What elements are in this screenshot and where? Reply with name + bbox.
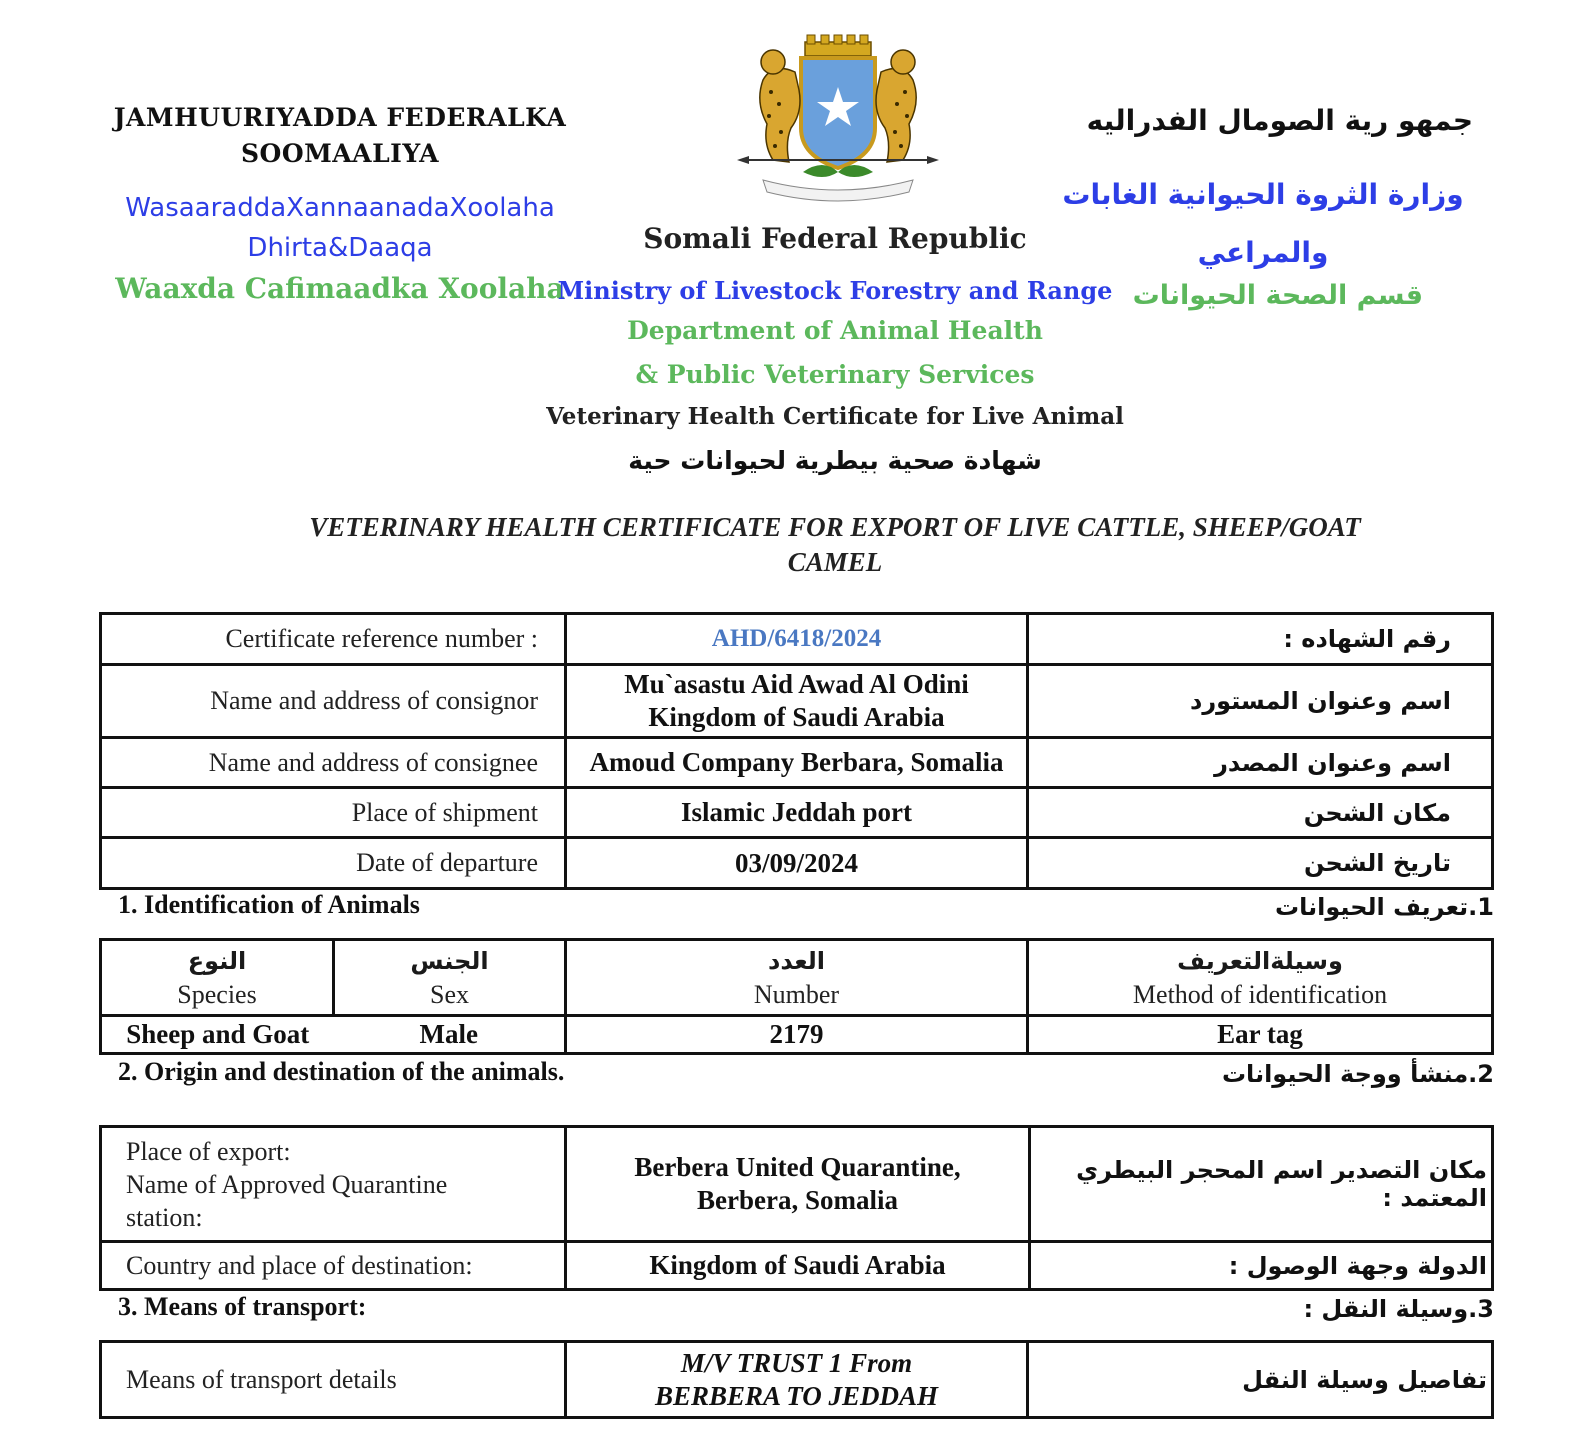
export-place-label-line3: station: [126, 1202, 203, 1232]
species-header-arabic: النوع [187, 946, 247, 975]
english-ministry: Ministry of Livestock Forestry and Range [557, 276, 1113, 305]
transport-value-line2: BERBERA TO JEDDAH [654, 1380, 939, 1411]
somali-department: Waaxda Cafimaadka Xoolaha [115, 272, 565, 305]
sex-header [334, 940, 566, 1016]
consignor-value [566, 665, 1028, 738]
arabic-certificate-title: شهادة صحية بيطرية لحيوانات حية [628, 446, 1042, 475]
section2-title-arabic: 2.منشأ ووجة الحيوانات [1221, 1060, 1494, 1088]
transport-value-line1: M/V TRUST 1 From [680, 1347, 913, 1378]
table-row [101, 738, 1493, 788]
shipment-place-label: Place of shipment [101, 788, 566, 838]
somali-title-line1: JAMHUURIYADDA FEDERALKA [113, 103, 567, 132]
table-header-row [101, 940, 1493, 1016]
somali-ministry-line1: WasaaraddaXannaanadaXoolaha [125, 193, 555, 223]
english-department-line2: & Public Veterinary Services [635, 360, 1035, 389]
table-row [101, 788, 1493, 838]
main-title [170, 510, 1500, 580]
departure-date-label: Date of departure [101, 838, 566, 889]
sex-header-arabic: الجنس [410, 946, 489, 975]
species-value: Sheep and Goat [101, 1016, 334, 1054]
method-value: Ear tag [1028, 1016, 1493, 1054]
arabic-ministry-line1: وزارة الثروة الحيوانية الغابات [1062, 178, 1464, 211]
arabic-department: قسم الصحة الحيوانات [1132, 280, 1423, 311]
departure-date-arabic: تاريخ الشحن [1028, 838, 1493, 889]
sex-header-english: Sex [430, 979, 469, 1009]
table-row [101, 1016, 1493, 1054]
section1-title: 1. Identification of Animals [118, 890, 420, 919]
origin-table [99, 1125, 1494, 1291]
reference-label: Certificate reference number : [101, 614, 566, 665]
species-header-english: Species [177, 979, 257, 1009]
shipment-place-value: Islamic Jeddah port [566, 788, 1028, 838]
english-department-line1: Department of Animal Health [627, 316, 1043, 345]
table-row [101, 1342, 1493, 1418]
export-place-arabic: مكان التصدير اسم المحجر البيطري المعتمد : [1030, 1127, 1493, 1242]
section3-title: 3. Means of transport: [118, 1292, 367, 1321]
section3-title-arabic: 3.وسيلة النقل : [1303, 1295, 1494, 1323]
consignee-label: Name and address of consignee [101, 738, 566, 788]
number-header-arabic: العدد [768, 946, 825, 975]
main-title-line1: VETERINARY HEALTH CERTIFICATE FOR EXPORT OF LIVE CATTLE, SHEEP/GOAT [309, 512, 1361, 542]
english-republic: Somali Federal Republic [643, 222, 1027, 255]
destination-value: Kingdom of Saudi Arabia [566, 1242, 1030, 1290]
transport-table [99, 1340, 1494, 1419]
departure-date-value: 03/09/2024 [566, 838, 1028, 889]
number-value: 2179 [566, 1016, 1028, 1054]
destination-arabic: الدولة وجهة الوصول : [1030, 1242, 1493, 1290]
consignee-arabic: اسم وعنوان المصدر [1028, 738, 1493, 788]
animals-table [99, 938, 1494, 1055]
consignor-label: Name and address of consignor [101, 665, 566, 738]
section2-title: 2. Origin and destination of the animals. [118, 1057, 565, 1086]
consignor-arabic: اسم وعنوان المستورد [1028, 665, 1493, 738]
consignor-value-line2: Kingdom of Saudi Arabia [648, 702, 945, 732]
sex-value: Male [334, 1016, 566, 1054]
species-header [101, 940, 334, 1016]
table-row [101, 665, 1493, 738]
transport-label: Means of transport details [101, 1342, 566, 1418]
method-header-arabic: وسيلةالتعريف [1177, 946, 1343, 975]
method-header-english: Method of identification [1132, 979, 1388, 1009]
transport-arabic: تفاصيل وسيلة النقل [1028, 1342, 1493, 1418]
somali-republic-title [60, 100, 620, 172]
export-place-label-line1: Place of export: [126, 1136, 291, 1166]
destination-label: Country and place of destination: [101, 1242, 566, 1290]
somali-ministry-line2: Dhirta&Daaqa [247, 233, 433, 263]
somalia-coat-of-arms-icon [733, 32, 943, 202]
export-place-value [566, 1127, 1030, 1242]
consignee-value: Amoud Company Berbara, Somalia [566, 738, 1028, 788]
export-place-value-line2: Berbera, Somalia [697, 1185, 898, 1215]
reference-value: AHD/6418/2024 [566, 614, 1028, 665]
arabic-ministry-line2: والمراعي [1197, 236, 1329, 269]
reference-arabic: رقم الشهاده : [1028, 614, 1493, 665]
table-row [101, 614, 1493, 665]
export-place-label [101, 1127, 566, 1242]
table-row [101, 838, 1493, 889]
section1-title-arabic: 1.تعريف الحيوانات [1274, 893, 1494, 921]
arabic-republic-title: جمهو رية الصومال الفدراليه [1086, 104, 1473, 137]
number-header-english: Number [753, 979, 840, 1009]
number-header [566, 940, 1028, 1016]
details-table [99, 612, 1494, 890]
english-certificate-title: Veterinary Health Certificate for Live Animal [546, 403, 1124, 430]
table-row [101, 1242, 1493, 1290]
export-place-value-line1: Berbera United Quarantine, [634, 1152, 961, 1182]
somali-title-line2: SOOMAALIYA [241, 139, 439, 168]
export-place-label-line2: Name of Approved Quarantine [126, 1169, 448, 1199]
table-row [101, 1127, 1493, 1242]
transport-value [566, 1342, 1028, 1418]
consignor-value-line1: Mu`asastu Aid Awad Al Odini [624, 669, 969, 699]
method-header [1028, 940, 1493, 1016]
shipment-place-arabic: مكان الشحن [1028, 788, 1493, 838]
main-title-line2: CAMEL [787, 547, 883, 577]
